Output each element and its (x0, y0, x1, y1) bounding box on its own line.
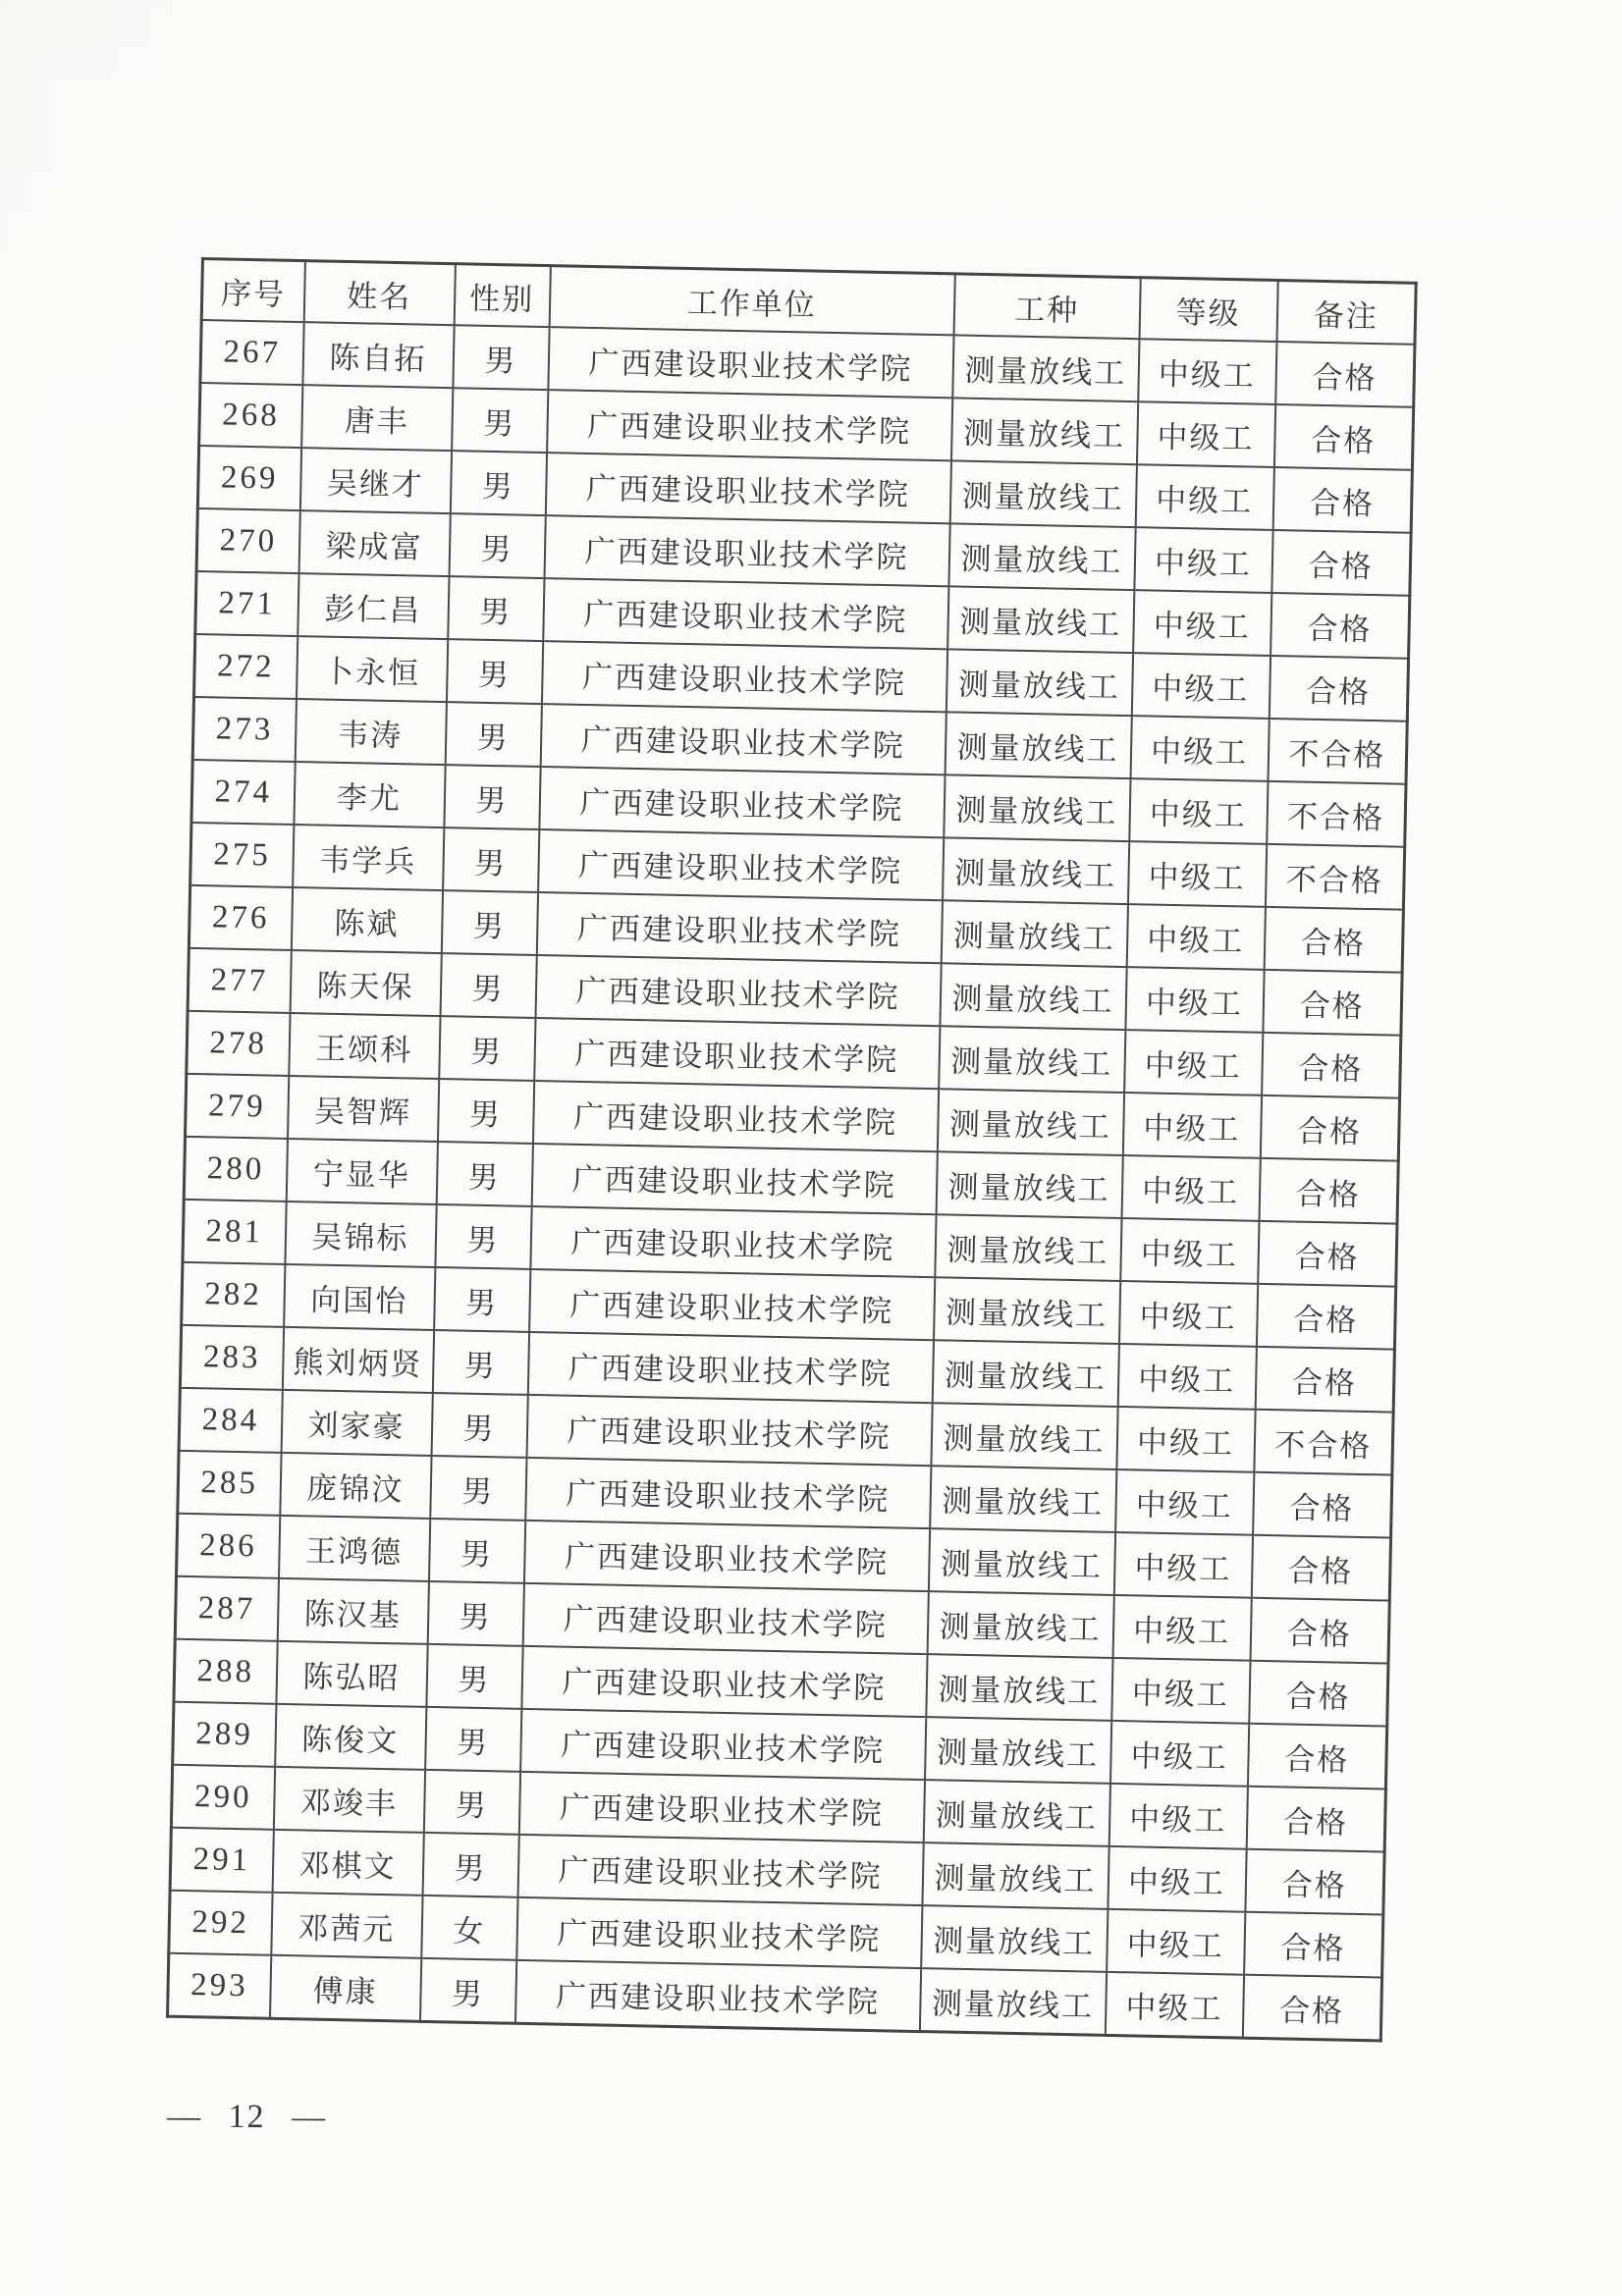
cell-work-unit: 广西建设职业技术学院 (532, 1081, 938, 1151)
cell-job-type: 测量放线工 (922, 1842, 1108, 1909)
cell-remark: 合格 (1256, 1284, 1395, 1350)
cell-remark: 合格 (1258, 1221, 1397, 1287)
cell-level: 中级工 (1126, 904, 1265, 970)
cell-gender: 男 (426, 1644, 522, 1709)
cell-job-type: 测量放线工 (926, 1654, 1112, 1721)
cell-name: 刘家豪 (281, 1390, 432, 1456)
cell-serial-number: 268 (199, 383, 302, 448)
cell-serial-number: 267 (200, 320, 303, 385)
cell-work-unit: 广西建设职业技术学院 (522, 1583, 928, 1654)
cell-serial-number: 287 (175, 1576, 278, 1641)
cell-gender: 男 (445, 702, 541, 767)
cell-name: 傅康 (270, 1955, 421, 2022)
cell-level: 中级工 (1112, 1595, 1251, 1661)
cell-remark: 不合格 (1265, 844, 1404, 910)
cell-work-unit: 广西建设职业技术学院 (544, 515, 949, 586)
cell-work-unit: 广西建设职业技术学院 (517, 1835, 923, 1905)
cell-name: 王鸿德 (279, 1516, 430, 1581)
cell-gender: 男 (446, 639, 542, 704)
cell-remark: 合格 (1245, 1849, 1384, 1915)
results-table (166, 257, 1415, 2042)
cell-work-unit: 广西建设职业技术学院 (540, 704, 946, 774)
cell-gender: 男 (422, 1833, 518, 1897)
table-body (168, 320, 1415, 2041)
cell-work-unit: 广西建设职业技术学院 (514, 1960, 920, 2032)
cell-level: 中级工 (1125, 967, 1264, 1033)
cell-serial-number: 289 (173, 1702, 276, 1767)
cell-gender: 男 (419, 1958, 515, 2023)
cell-name: 王颂科 (289, 1013, 440, 1079)
cell-name: 熊刘炳贤 (282, 1327, 433, 1393)
cell-level: 中级工 (1107, 1909, 1245, 1975)
cell-level: 中级工 (1138, 339, 1276, 404)
cell-name: 彭仁昌 (297, 573, 449, 639)
cell-remark: 不合格 (1267, 781, 1406, 847)
cell-remark: 合格 (1251, 1535, 1390, 1601)
cell-gender: 男 (430, 1456, 526, 1521)
cell-remark: 不合格 (1268, 719, 1407, 784)
header-gender: 性别 (454, 264, 550, 327)
cell-name: 庞锦汶 (280, 1453, 431, 1519)
cell-work-unit: 广西建设职业技术学院 (518, 1772, 924, 1842)
cell-job-type: 测量放线工 (925, 1717, 1111, 1784)
cell-name: 韦学兵 (293, 825, 444, 890)
cell-level: 中级工 (1131, 653, 1270, 719)
cell-name: 梁成富 (298, 510, 450, 576)
cell-level: 中级工 (1117, 1344, 1256, 1410)
cell-remark: 合格 (1249, 1661, 1388, 1727)
cell-level: 中级工 (1113, 1532, 1252, 1598)
cell-gender: 男 (434, 1267, 530, 1332)
cell-name: 韦涛 (295, 699, 446, 765)
cell-gender: 男 (452, 388, 548, 453)
cell-serial-number: 293 (168, 1953, 271, 2019)
cell-name: 陈斌 (291, 887, 442, 953)
cell-gender: 男 (443, 828, 539, 892)
cell-serial-number: 281 (183, 1200, 286, 1264)
header-work-unit: 工作单位 (549, 266, 954, 336)
cell-work-unit: 广西建设职业技术学院 (545, 453, 950, 523)
cell-job-type: 测量放线工 (937, 1089, 1123, 1155)
cell-level: 中级工 (1130, 716, 1269, 781)
cell-remark: 合格 (1262, 1033, 1401, 1098)
header-level: 等级 (1139, 278, 1277, 342)
cell-remark: 合格 (1259, 1158, 1398, 1224)
cell-name: 邓棋文 (272, 1830, 423, 1896)
cell-level: 中级工 (1116, 1407, 1255, 1472)
cell-job-type: 测量放线工 (948, 523, 1135, 590)
cell-level: 中级工 (1121, 1155, 1260, 1221)
cell-work-unit: 广西建设职业技术学院 (536, 892, 942, 963)
cell-remark: 合格 (1269, 656, 1408, 721)
cell-gender: 男 (427, 1581, 523, 1646)
cell-remark: 合格 (1264, 907, 1403, 973)
cell-work-unit: 广西建设职业技术学院 (520, 1709, 926, 1780)
cell-work-unit: 广西建设职业技术学院 (521, 1646, 927, 1717)
cell-serial-number: 271 (195, 571, 298, 636)
cell-work-unit: 广西建设职业技术学院 (523, 1521, 929, 1591)
cell-level: 中级工 (1108, 1784, 1247, 1849)
cell-gender: 男 (423, 1770, 519, 1835)
cell-gender: 男 (436, 1142, 532, 1206)
cell-job-type: 测量放线工 (936, 1151, 1122, 1218)
cell-name: 陈天保 (290, 950, 441, 1016)
cell-job-type: 测量放线工 (945, 712, 1131, 778)
cell-serial-number: 276 (189, 885, 292, 950)
cell-name: 邓竣丰 (273, 1767, 424, 1833)
cell-gender: 男 (441, 890, 537, 955)
header-name: 姓名 (303, 261, 455, 326)
cell-name: 宁显华 (286, 1139, 437, 1204)
certification-results-table (166, 257, 1418, 2043)
cell-job-type: 测量放线工 (952, 335, 1139, 401)
cell-serial-number: 273 (192, 697, 296, 762)
cell-remark: 合格 (1253, 1472, 1392, 1538)
cell-remark: 合格 (1273, 404, 1413, 470)
cell-level: 中级工 (1118, 1281, 1257, 1347)
cell-gender: 男 (450, 451, 546, 515)
cell-work-unit: 广西建设职业技术学院 (534, 1018, 940, 1089)
cell-name: 向国怡 (284, 1264, 435, 1330)
cell-job-type: 测量放线工 (935, 1214, 1121, 1281)
cell-job-type: 测量放线工 (931, 1403, 1117, 1469)
cell-gender: 男 (432, 1330, 528, 1395)
cell-job-type: 测量放线工 (939, 1026, 1125, 1093)
cell-level: 中级工 (1129, 778, 1268, 844)
header-job-type: 工种 (953, 274, 1140, 339)
cell-work-unit: 广西建设职业技术学院 (531, 1144, 937, 1214)
cell-remark: 合格 (1271, 530, 1411, 596)
cell-job-type: 测量放线工 (932, 1340, 1118, 1407)
cell-gender: 男 (425, 1707, 521, 1772)
cell-name: 卜永恒 (296, 636, 447, 702)
cell-name: 吴继才 (299, 448, 451, 513)
cell-serial-number: 288 (174, 1639, 277, 1704)
cell-job-type: 测量放线工 (928, 1528, 1114, 1595)
page-number: — 12 — (166, 2098, 328, 2136)
cell-job-type: 测量放线工 (944, 774, 1130, 841)
cell-level: 中级工 (1111, 1658, 1250, 1724)
cell-serial-number: 291 (170, 1828, 273, 1893)
cell-serial-number: 272 (194, 634, 297, 699)
cell-serial-number: 290 (171, 1765, 274, 1830)
cell-name: 唐丰 (301, 385, 453, 451)
cell-work-unit: 广西建设职业技术学院 (538, 829, 944, 900)
cell-work-unit: 广西建设职业技术学院 (539, 767, 945, 837)
cell-serial-number: 270 (196, 508, 299, 573)
cell-gender: 男 (439, 1016, 535, 1081)
cell-work-unit: 广西建设职业技术学院 (543, 578, 948, 649)
cell-name: 陈弘昭 (276, 1641, 427, 1707)
cell-name: 陈自拓 (302, 322, 454, 388)
cell-work-unit: 广西建设职业技术学院 (548, 327, 953, 398)
cell-serial-number: 275 (190, 823, 294, 887)
cell-job-type: 测量放线工 (941, 900, 1127, 967)
cell-remark: 合格 (1246, 1787, 1385, 1852)
cell-serial-number: 277 (188, 948, 291, 1013)
cell-work-unit: 广西建设职业技术学院 (541, 641, 946, 712)
cell-work-unit: 广西建设职业技术学院 (527, 1332, 933, 1403)
header-remark: 备注 (1276, 281, 1416, 345)
cell-job-type: 测量放线工 (921, 1905, 1108, 1972)
cell-gender: 男 (448, 576, 544, 641)
cell-level: 中级工 (1115, 1469, 1254, 1535)
cell-job-type: 测量放线工 (943, 837, 1129, 904)
cell-name: 吴智辉 (287, 1076, 438, 1142)
cell-gender: 男 (428, 1519, 524, 1583)
cell-serial-number: 285 (178, 1451, 281, 1516)
cell-remark: 合格 (1250, 1598, 1389, 1664)
cell-level: 中级工 (1120, 1218, 1259, 1284)
cell-remark: 合格 (1272, 467, 1412, 533)
cell-serial-number: 280 (184, 1137, 287, 1201)
header-serial-number: 序号 (201, 259, 304, 323)
cell-name: 吴锦标 (285, 1201, 436, 1267)
cell-gender: 男 (453, 325, 549, 390)
cell-name: 李尤 (294, 762, 445, 828)
cell-level: 中级工 (1134, 527, 1272, 593)
cell-gender: 男 (444, 765, 540, 829)
cell-remark: 合格 (1244, 1912, 1383, 1978)
cell-level: 中级工 (1105, 1972, 1243, 2038)
cell-job-type: 测量放线工 (930, 1466, 1116, 1532)
cell-level: 中级工 (1109, 1721, 1248, 1787)
cell-job-type: 测量放线工 (919, 1968, 1106, 2035)
cell-gender: 男 (431, 1393, 527, 1458)
cell-job-type: 测量放线工 (950, 398, 1137, 464)
cell-name: 邓茜元 (271, 1893, 422, 1958)
cell-gender: 男 (440, 953, 536, 1018)
cell-work-unit: 广西建设职业技术学院 (516, 1897, 922, 1968)
cell-level: 中级工 (1136, 401, 1274, 467)
cell-serial-number: 284 (179, 1388, 282, 1453)
cell-job-type: 测量放线工 (946, 649, 1132, 716)
cell-level: 中级工 (1108, 1846, 1246, 1912)
cell-work-unit: 广西建设职业技术学院 (526, 1395, 932, 1466)
cell-level: 中级工 (1127, 841, 1266, 907)
cell-gender: 男 (437, 1079, 533, 1144)
cell-serial-number: 283 (180, 1325, 283, 1390)
cell-work-unit: 广西建设职业技术学院 (525, 1458, 931, 1528)
cell-level: 中级工 (1122, 1093, 1261, 1158)
cell-work-unit: 广西建设职业技术学院 (547, 390, 952, 460)
cell-remark: 合格 (1263, 970, 1402, 1036)
cell-name: 陈俊文 (275, 1704, 426, 1770)
cell-remark: 合格 (1255, 1347, 1394, 1413)
cell-level: 中级工 (1133, 590, 1271, 656)
cell-remark: 合格 (1275, 342, 1415, 407)
cell-serial-number: 269 (197, 446, 300, 510)
cell-serial-number: 286 (177, 1514, 280, 1578)
cell-work-unit: 广西建设职业技术学院 (530, 1206, 936, 1277)
cell-remark: 不合格 (1254, 1410, 1393, 1475)
cell-remark: 合格 (1247, 1724, 1386, 1789)
cell-job-type: 测量放线工 (949, 460, 1136, 527)
cell-gender: 男 (449, 513, 545, 578)
cell-job-type: 测量放线工 (947, 586, 1134, 653)
cell-remark: 合格 (1242, 1975, 1381, 2041)
cell-job-type: 测量放线工 (923, 1780, 1109, 1846)
cell-work-unit: 广西建设职业技术学院 (529, 1269, 935, 1340)
cell-level: 中级工 (1135, 464, 1273, 530)
cell-job-type: 测量放线工 (927, 1591, 1113, 1658)
cell-name: 陈汉基 (277, 1578, 428, 1644)
cell-remark: 合格 (1271, 593, 1410, 659)
cell-work-unit: 广西建设职业技术学院 (535, 955, 941, 1026)
cell-job-type: 测量放线工 (934, 1277, 1120, 1344)
cell-level: 中级工 (1124, 1030, 1263, 1095)
cell-serial-number: 278 (187, 1011, 290, 1076)
cell-job-type: 测量放线工 (940, 963, 1126, 1030)
cell-serial-number: 279 (186, 1074, 289, 1139)
cell-remark: 合格 (1260, 1095, 1399, 1161)
cell-gender: 男 (435, 1204, 531, 1269)
cell-gender: 女 (421, 1896, 517, 1960)
cell-serial-number: 274 (191, 760, 295, 825)
cell-serial-number: 282 (182, 1262, 285, 1327)
cell-serial-number: 292 (169, 1891, 272, 1955)
